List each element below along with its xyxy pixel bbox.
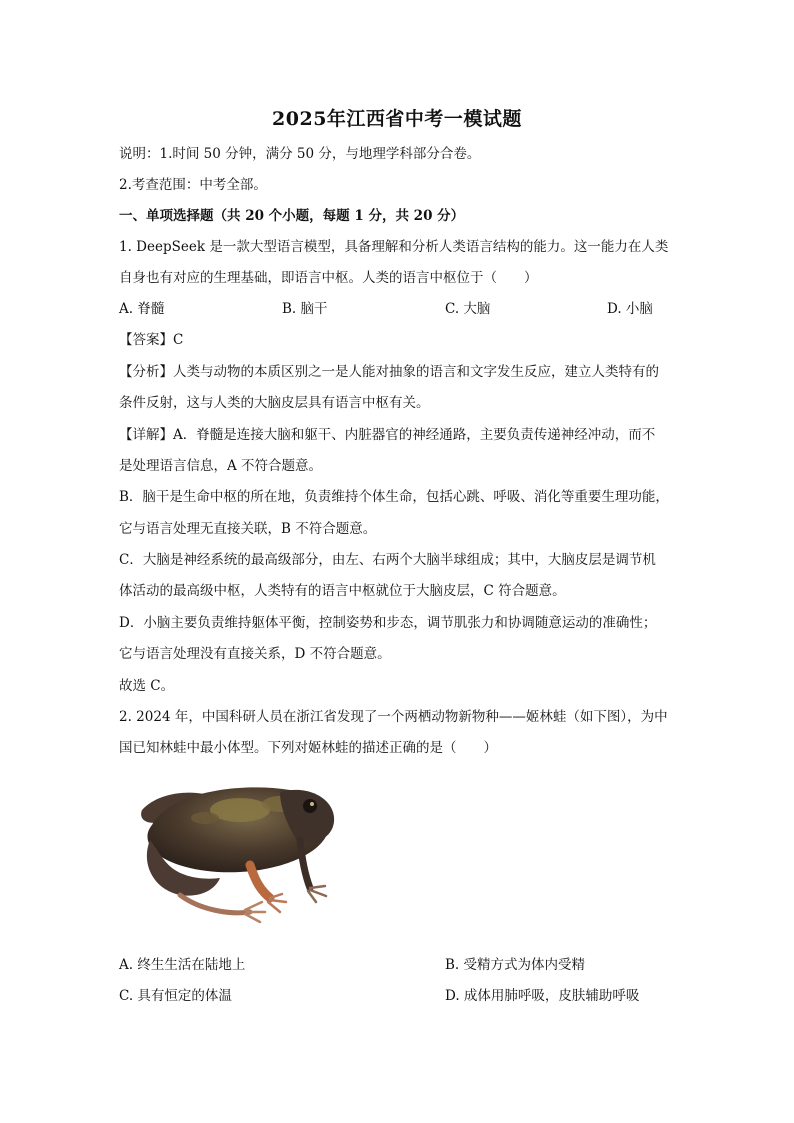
q1-option-d: D. 小脑 [607, 301, 653, 317]
q2-option-a: A. 终生生活在陆地上 [119, 957, 246, 973]
q1-stem-line-2: 自身也有对应的生理基础，即语言中枢。人类的语言中枢位于（ ） [119, 270, 538, 286]
q1-answer: 【答案】C [119, 332, 184, 348]
frog-photo-icon [130, 770, 340, 935]
q1-option-b: B. 脑干 [282, 301, 328, 317]
q2-option-b: B. 受精方式为体内受精 [445, 957, 586, 973]
q1-detail-a-line-1: 【详解】A．脊髓是连接大脑和躯干、内脏器官的神经通路，主要负责传递神经冲动，而不 [119, 427, 656, 443]
q1-detail-d-line-1: D．小脑主要负责维持躯体平衡，控制姿势和步态，调节肌张力和协调随意运动的准确性； [119, 615, 657, 631]
q1-detail-a-line-2: 是处理语言信息，A 不符合题意。 [119, 458, 323, 474]
q1-analysis-line-2: 条件反射，这与人类的大脑皮层具有语言中枢有关。 [119, 395, 430, 411]
q1-option-c: C. 大脑 [445, 301, 491, 317]
q1-detail-d-line-2: 它与语言处理没有直接关系，D 不符合题意。 [119, 646, 391, 662]
section-heading: 一、单项选择题（共 20 个小题，每题 1 分，共 20 分） [119, 208, 465, 224]
intro-line-1: 说明：1.时间 50 分钟，满分 50 分，与地理学科部分合卷。 [119, 146, 481, 162]
q2-option-d: D. 成体用肺呼吸，皮肤辅助呼吸 [445, 988, 640, 1004]
q1-detail-c-line-1: C．大脑是神经系统的最高级部分，由左、右两个大脑半球组成；其中，大脑皮层是调节机 [119, 552, 656, 568]
q2-option-c: C. 具有恒定的体温 [119, 988, 232, 1004]
q1-detail-b-line-1: B．脑干是生命中枢的所在地，负责维持个体生命，包括心跳、呼吸、消化等重要生理功能， [119, 489, 669, 505]
q1-option-a: A. 脊髓 [119, 301, 165, 317]
q2-stem-line-2: 国已知林蛙中最小体型。下列对姬林蛙的描述正确的是（ ） [119, 740, 497, 756]
q2-stem-line-1: 2. 2024 年，中国科研人员在浙江省发现了一个两栖动物新物种——姬林蛙（如下图），为中 [119, 709, 668, 725]
q1-detail-c-line-2: 体活动的最高级中枢，人类特有的语言中枢就位于大脑皮层，C 符合题意。 [119, 583, 566, 599]
q1-detail-b-line-2: 它与语言处理无直接关联，B 不符合题意。 [119, 521, 377, 537]
q1-analysis-line-1: 【分析】人类与动物的本质区别之一是人能对抽象的语言和文字发生反应，建立人类特有的 [119, 364, 659, 380]
q1-conclusion: 故选 C。 [119, 678, 175, 694]
q1-stem-line-1: 1. DeepSeek 是一款大型语言模型，具备理解和分析人类语言结构的能力。这一能力在人类 [119, 239, 669, 255]
intro-line-2: 2.考查范围：中考全部。 [119, 177, 267, 193]
page-title: 2025年江西省中考一模试题 [272, 108, 522, 130]
